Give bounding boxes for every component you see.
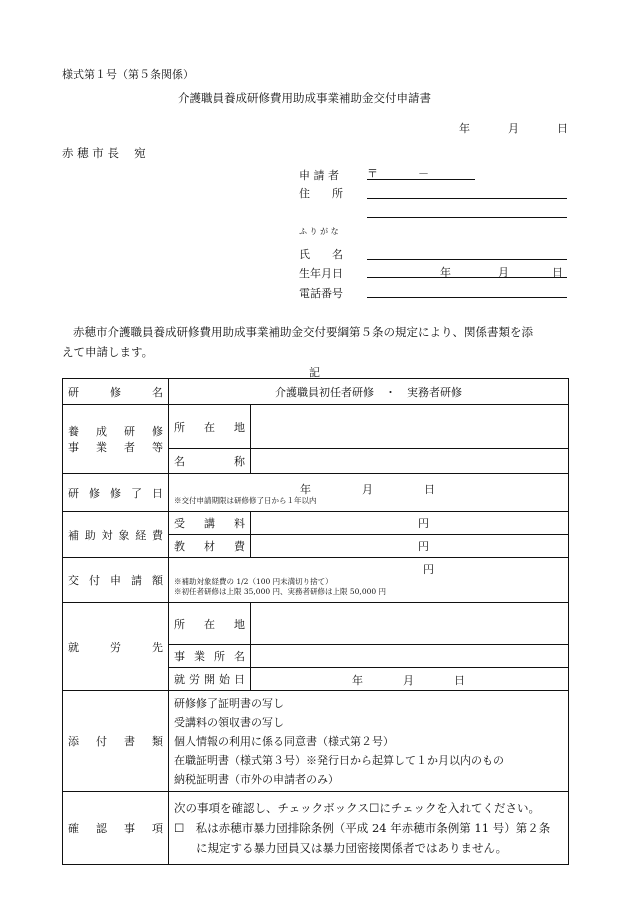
provider-location-label: 所 在 地 — [169, 405, 251, 449]
training-name-value[interactable]: 介護職員初任者研修 ・ 実務者研修 — [169, 379, 569, 405]
postal-dash: － — [418, 167, 429, 180]
confirmation-intro: 次の事項を確認し、チェックボックス☐にチェックを入れてください。 — [174, 801, 541, 815]
materials-unit: 円 — [418, 540, 429, 553]
row-completion-date — [63, 474, 569, 512]
workplace-label: 就 労 先 — [63, 603, 169, 691]
request-note-2: ※初任者研修は上限 35,000 円、実務者研修は上限 50,000 円 — [174, 587, 387, 596]
body-text-line-2: えて申請します。 — [62, 345, 154, 359]
request-amount-field[interactable] — [169, 558, 569, 603]
address-line-1[interactable] — [367, 198, 567, 199]
completion-note: ※交付申請期限は研修修了日から１年以内 — [174, 495, 317, 505]
work-start-field[interactable] — [251, 668, 569, 691]
provider-label-line-1: 養 成 研 修 — [68, 425, 163, 438]
row-tuition — [63, 512, 569, 535]
phone-label: 電話番号 — [299, 287, 343, 300]
provider-name-field[interactable] — [251, 449, 569, 474]
work-start-day-label: 日 — [454, 674, 465, 687]
request-unit: 円 — [423, 563, 434, 576]
attachments-label: 添付書類 — [63, 691, 169, 792]
completion-date-field[interactable] — [169, 474, 569, 512]
addressee: 赤 穂 市 長 宛 — [62, 146, 146, 160]
work-start-label: 就労開始日 — [169, 668, 251, 691]
completion-year-label: 年 — [300, 482, 311, 496]
attachment-item: 納税証明書（市外の申請者のみ） — [174, 772, 339, 786]
training-name-label: 研 修 名 — [63, 379, 169, 405]
work-start-month-label: 月 — [403, 674, 414, 687]
address-line-2[interactable] — [367, 217, 567, 218]
row-work-location — [63, 603, 569, 645]
name-label: 氏 名 — [299, 248, 343, 261]
body-text-line-1: 赤穂市介護職員養成研修費用助成事業補助金交付要綱第５条の規定により、関係書類を添 — [73, 325, 533, 339]
date-month-label: 月 — [508, 122, 519, 135]
furigana-label: ふ り が な — [299, 227, 339, 236]
attachments-list — [169, 691, 569, 792]
attachment-item: 研修修了証明書の写し — [174, 696, 284, 710]
birthdate-line[interactable] — [367, 277, 567, 278]
request-note-1: ※補助対象経費の 1/2（100 円未満切り捨て） — [174, 577, 333, 586]
work-location-label: 所 在 地 — [169, 603, 251, 645]
phone-line[interactable] — [367, 297, 567, 298]
confirmation-checkbox-item[interactable]: ☐ 私は赤穂市暴力団排除条例（平成 24 年赤穂市条例第 11 号）第２条 — [174, 821, 551, 835]
confirmation-content — [169, 792, 569, 865]
completion-date-label: 研修修了日 — [63, 474, 169, 512]
completion-day-label: 日 — [424, 482, 435, 496]
birth-month-label: 月 — [498, 266, 509, 279]
provider-label-cell — [63, 405, 169, 474]
name-line[interactable] — [367, 259, 567, 260]
row-provider-location — [63, 405, 569, 449]
provider-label-line-2: 事 業 者 等 — [68, 441, 163, 454]
materials-label: 教 材 費 — [169, 535, 251, 558]
work-start-year-label: 年 — [352, 674, 363, 687]
date-day-label: 日 — [557, 122, 568, 135]
address-label: 住 所 — [299, 187, 343, 200]
row-request-amount — [63, 558, 569, 603]
birthdate-label: 生年月日 — [299, 267, 343, 280]
completion-month-label: 月 — [362, 482, 373, 496]
expense-label: 補助対象経費 — [63, 512, 169, 558]
application-form-table — [62, 378, 569, 865]
request-amount-label: 交付申請額 — [63, 558, 169, 603]
document-title: 介護職員養成研修費用助成事業補助金交付申請書 — [178, 91, 431, 105]
date-year-label: 年 — [459, 122, 470, 135]
confirmation-label: 確認事項 — [63, 792, 169, 865]
office-name-label: 事業所名 — [169, 645, 251, 668]
tuition-field[interactable] — [251, 512, 569, 535]
attachment-item: 受講料の領収書の写し — [174, 715, 284, 729]
provider-location-field[interactable] — [251, 405, 569, 449]
postal-mark: 〒 — [367, 167, 378, 180]
tuition-unit: 円 — [418, 517, 429, 530]
row-confirmation — [63, 792, 569, 865]
row-training-name — [63, 379, 569, 405]
materials-field[interactable] — [251, 535, 569, 558]
office-name-field[interactable] — [251, 645, 569, 668]
tuition-label: 受 講 料 — [169, 512, 251, 535]
attachment-item: 個人情報の利用に係る同意書（様式第２号） — [174, 734, 394, 748]
provider-name-label: 名 称 — [169, 449, 251, 474]
attachment-item: 在職証明書（様式第３号）※発行日から起算して１か月以内のもの — [174, 753, 504, 767]
birth-year-label: 年 — [440, 266, 451, 279]
applicant-label: 申 請 者 — [299, 169, 339, 182]
postal-code-line[interactable] — [367, 179, 475, 180]
form-number: 様式第１号（第５条関係） — [62, 68, 194, 81]
birth-day-label: 日 — [552, 266, 563, 279]
ki-heading: 記 — [309, 366, 320, 379]
work-location-field[interactable] — [251, 603, 569, 645]
row-attachments — [63, 691, 569, 792]
confirmation-checkbox-item-continued: に規定する暴力団員又は暴力団密接関係者ではありません。 — [196, 841, 508, 855]
